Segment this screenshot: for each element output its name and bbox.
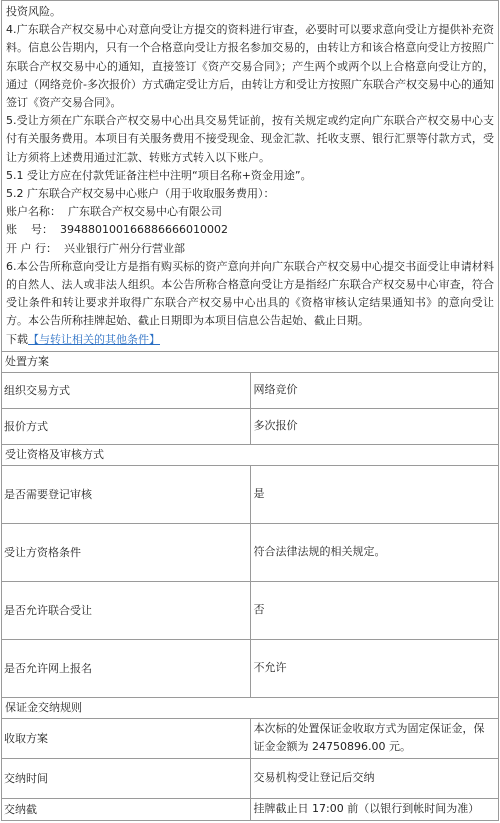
online-registration-value: 不允许 — [250, 639, 499, 697]
joint-transfer-value: 否 — [250, 581, 499, 639]
download-row — [6, 331, 494, 349]
online-registration-label: 是否允许网上报名 — [2, 639, 251, 697]
need-registration-label: 是否需要登记审核 — [2, 465, 251, 523]
section-disposal: 处置方案 — [2, 351, 499, 372]
listing-detail-table — [1, 0, 499, 821]
bid-method-value: 多次报价 — [250, 408, 499, 444]
deposit-scheme-label: 收取方案 — [2, 718, 251, 758]
qualification-label: 受让方资格条件 — [2, 523, 251, 581]
download-label: 下载 — [6, 332, 28, 346]
para-risk: 投资风险。 — [6, 5, 61, 18]
para-5-1: 5.1 受让方应在付款凭证备注栏中注明“项目名称+资金用途”。 — [6, 168, 312, 182]
notice-cell — [2, 1, 499, 352]
deposit-deadline-label: 交纳截 — [2, 798, 251, 820]
bid-method-label: 报价方式 — [2, 408, 251, 444]
para-5: 5.受让方须在广东联合产权交易中心出具交易凭证前，按有关规定或约定向广东联合产权交易中心支付有关服务费用。本项目有关服务费用不接受现金、现金汇款、托收支票、银行汇票等付款方式，受让方须将上述费用通过汇款、转账方式转入以下账户。 — [6, 114, 494, 164]
section-qualification: 受让资格及审核方式 — [2, 444, 499, 465]
account-bank: 开 户 行： 兴业银行广州分行营业部 — [6, 241, 185, 255]
deposit-time-value: 交易机构受让登记后交纳 — [250, 758, 499, 798]
para-6: 6.本公告所称意向受让方是指有购买标的资产意向并向广东联合产权交易中心提交书面受让申请材料的自然人、法人或非法人组织。本公告所称合格意向受让方是指经广东联合产权交易中心审查，符合受让条件和转让要求并取得广东联合产权交易中心出具的《资格审核认定结果通知书》的意向受让方。本公告所称挂牌起始、截止日期即为本项目信息公告起始、截止日期。 — [6, 259, 494, 328]
para-5-2: 5.2 广东联合产权交易中心账户（用于收取服务费用）： — [6, 187, 275, 201]
section-deposit: 保证金交纳规则 — [2, 697, 499, 718]
org-method-label: 组织交易方式 — [2, 372, 251, 408]
other-conditions-link[interactable]: 【与转让相关的其他条件】 — [28, 332, 160, 346]
deposit-deadline-value: 挂牌截止日 17:00 前（以银行到帐时间为准） — [250, 798, 499, 820]
account-name: 账户名称： 广东联合产权交易中心有限公司 — [6, 205, 222, 219]
para-4: 4.广东联合产权交易中心对意向受让方提交的资料进行审查，必要时可以要求意向受让方提供补充资料。信息公告期内，只有一个合格意向受让方报名参加交易的，由转让方和该合格意向受让方按照广东联合产权交易中心的通知，直接签订《资产交易合同》；产生两个或两个以上合格意向受让方的，通过（网络竞价-多次报价）方式确定受让方后，由转让方和受让方按照广东联合产权交易中心的通知签订《资产交易合同》。 — [6, 23, 494, 110]
need-registration-value: 是 — [250, 465, 499, 523]
org-method-value: 网络竞价 — [250, 372, 499, 408]
qualification-value: 符合法律法规的相关规定。 — [250, 523, 499, 581]
deposit-scheme-value: 本次标的处置保证金收取方式为固定保证金，保证金金额为 24750896.00 元。 — [250, 718, 499, 758]
joint-transfer-label: 是否允许联合受让 — [2, 581, 251, 639]
account-number: 账 号： 394880100166886666010002 — [6, 223, 228, 237]
deposit-time-label: 交纳时间 — [2, 758, 251, 798]
